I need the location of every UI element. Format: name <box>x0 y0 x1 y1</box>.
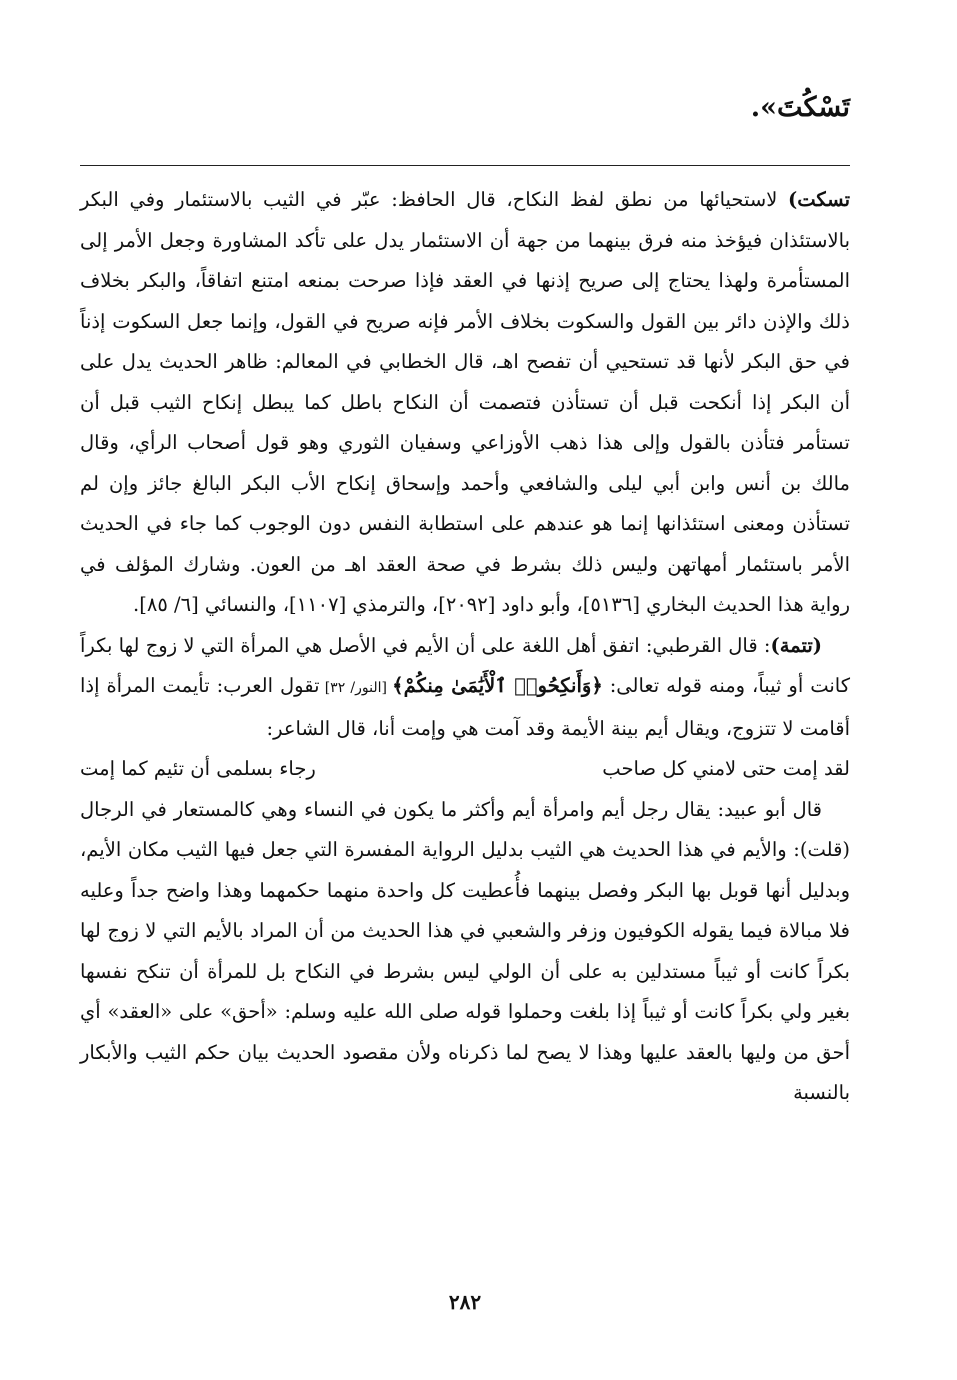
paragraph-explanation <box>80 180 850 626</box>
paragraph-explanation-text: لاستحيائها من نطق لفظ النكاح، قال الحافظ: عبّر في الثيب بالاستئمار وفي البكر بالاستئذان فيؤخذ منه فرق بينهما من جهة أن الاستئمار يدل على تأكد المشاورة وجعل الأمر إلى المستأمرة ولهذا يحتاج إلى صريح إذنها في العقد فإذا صرحت بمنعه امتنع اتفاقاً، والبكر بخلاف ذلك والإذن دائر بين القول والسكوت بخلاف الأمر فإنه صريح في القول، وإنما جعل السكوت إذناً في حق البكر لأنها قد تستحيي أن تفصح اهـ، قال الخطابي في المعالم: ظاهر الحديث يدل على أن البكر إذا أنكحت قبل أن تستأذن فتصمت أن النكاح باطل كما يبطل إنكاح الثيب قبل أن تستأمر فتأذن بالقول وإلى هذا ذهب الأوزاعي وسفيان الثوري وهو قول أصحاب الرأي، وقال مالك بن أنس وابن أبي ليلى والشافعي وأحمد وإسحاق إنكاح الأب البكر البالغ جائز وإن لم تستأذن ومعنى استئذانها إنما هو عندهم على استطابة النفس دون الوجوب كما جاء في الحديث الأمر باستئمار أمهاتهن وليس ذلك بشرط في صحة العقد اهـ من العون. وشارك المؤلف في رواية هذا الحديث البخاري [٥١٣٦]، وأبو داود [٢٠٩٢]، والترمذي [١١٠٧]، والنسائي [٦/ ٨٥]. <box>80 188 850 616</box>
verse-first-hemistich: لقد إمت حتى لامني كل صاحب <box>602 757 850 780</box>
document-page <box>80 0 850 1380</box>
page-number: ٢٨٢ <box>448 1290 482 1314</box>
supplement-text-b: تقول العرب: تأيمت المرأة إذا أقامت لا تتزوج، ويقال أيم بينة الأيمة وقد آمت هي وإمت أنا، قال الشاعر: <box>80 674 850 740</box>
hadith-ending-word: تَسْكُتَ». <box>750 92 850 123</box>
quran-reference: [النور/ ٣٢] <box>319 680 393 696</box>
poetry-verse <box>80 749 850 790</box>
paragraph-supplement <box>80 626 850 750</box>
term-taskut: تسكت) <box>788 188 850 211</box>
verse-second-hemistich: رجاء بسلمى أن تئيم كما إمت <box>80 757 316 780</box>
paragraph-abu-ubaid <box>80 790 850 1114</box>
supplement-text-a: : قال القرطبي: اتفق أهل اللغة على أن الأيم في الأصل هي المرأة التي لا زوج لها بكراً كانت أو ثيباً، ومنه قوله تعالى: <box>80 633 850 697</box>
quran-quote: ﴿وَأَنكِحُوا۟ ٱلْأَيَٰمَىٰ مِنكُمْ﴾ <box>392 674 603 697</box>
term-supplement: (تتمة) <box>770 633 822 657</box>
commentary-notes <box>80 180 850 1114</box>
footnote-divider <box>80 165 850 166</box>
abu-ubaid-text: قال أبو عبيد: يقال رجل أيم وامرأة أيم وأكثر ما يكون في النساء وهي كالمستعار في الرجال (قلت): والأيم في هذا الحديث هي الثيب بدليل الرواية المفسرة التي جعل فيها الثيب مكان الأيم، وبدليل أنها قوبل بها البكر وفصل بينهما فأُعطيت كل واحدة منهما حكمهما وهذا واضح جداً وعليه فلا مبالاة فيما يقوله الكوفيون وزفر والشعبي في هذا الحديث من أن المراد بالأيم التي لا زوج لها بكراً كانت أو ثيباً مستدلين به على أن الولي ليس بشرط في النكاح بل للمرأة أن تنكح نفسها بغير ولي بكراً كانت أو ثيباً إذا بلغت وحملوا قوله صلى الله عليه وسلم: «أحق» على «العقد» أي أحق من وليها بالعقد عليها وهذا لا يصح لما ذكرناه ولأن مقصود الحديث بيان حكم الثيب والأبكار بالنسبة <box>80 797 850 1104</box>
